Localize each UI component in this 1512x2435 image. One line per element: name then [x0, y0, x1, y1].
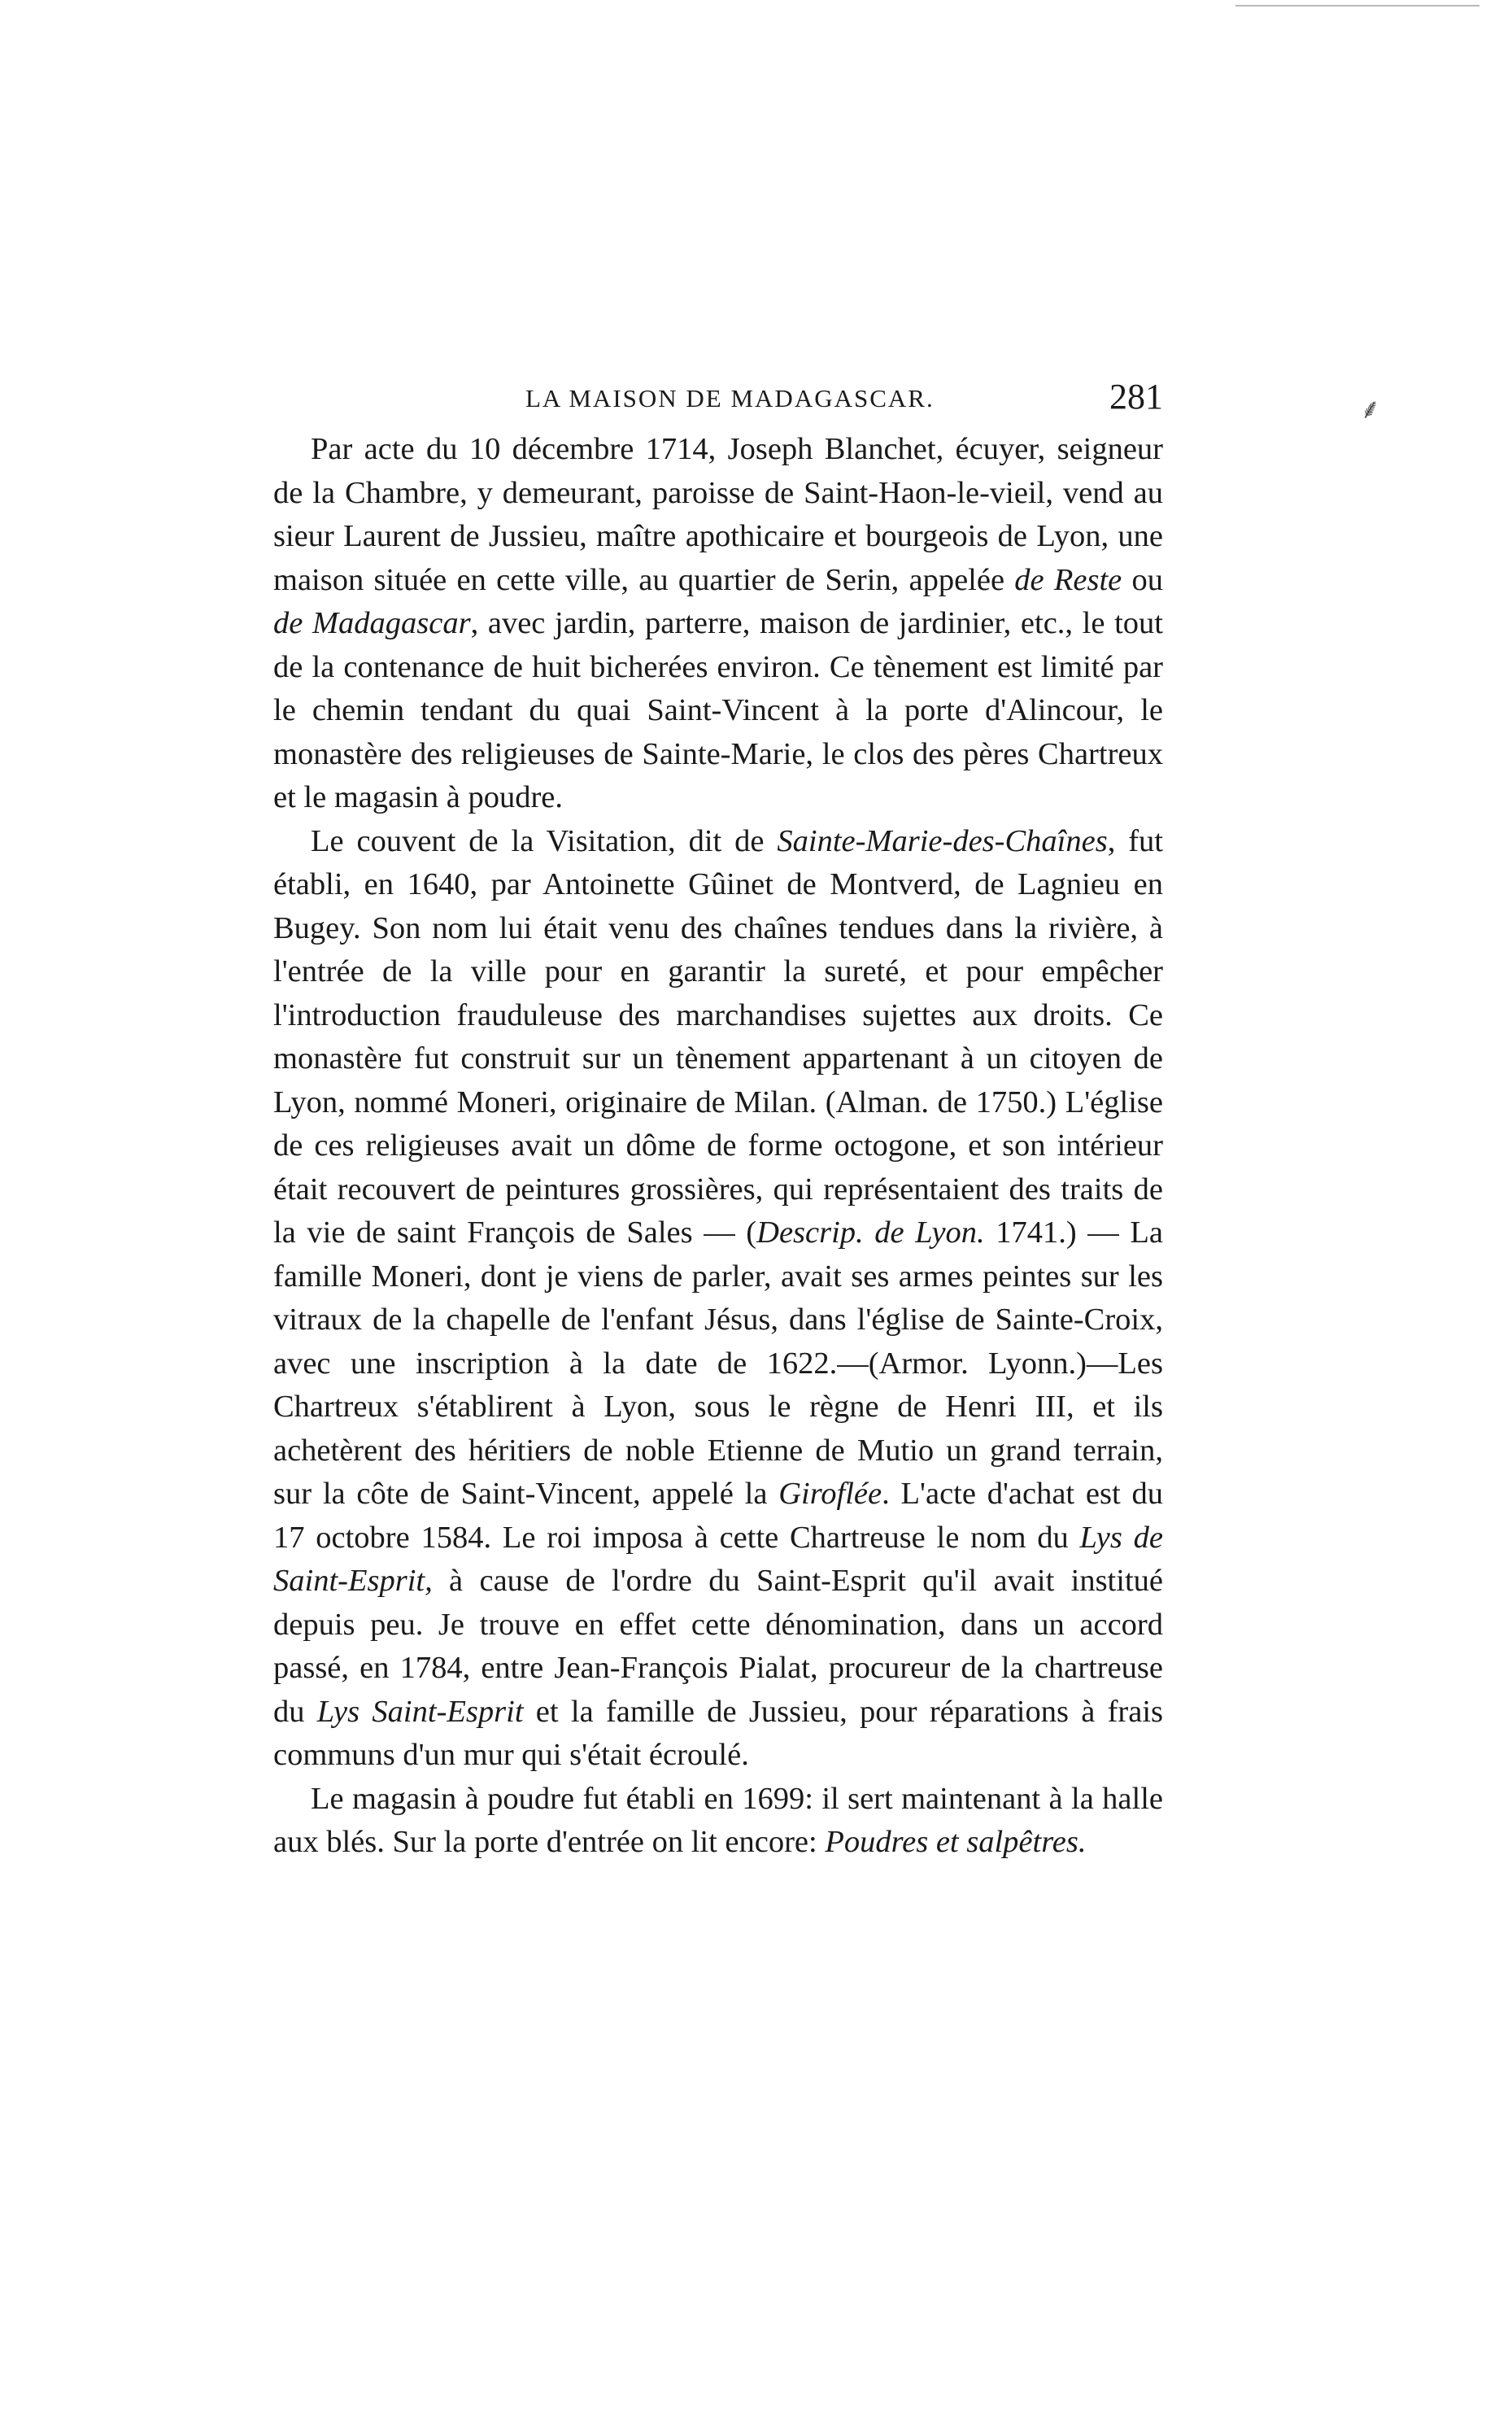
text-segment: ou — [1122, 562, 1163, 597]
text-segment: , fut établi, en 1640, par Antoinette Gûinet de Montverd, de Lagnieu en Bugey. Son nom lui était venu des chaînes tendues dans la rivière, à l'entrée de la ville pour en garantir la sureté, et pour empêcher l'introduction frauduleuse des marchandises sujettes aux droits. Ce monastère fut construit sur un tènement appartenant à un citoyen de Lyon, nommé Moneri, originaire de Milan. (Alman. de 1750.) L'église de ces religieuses avait un dôme de forme octogone, et son intérieur était recouvert de peintures grossières, qui représentaient des traits de la vie de saint François de Sales — ( — [273, 823, 1163, 1250]
text-segment-italic: Poudres et salpêtres. — [825, 1825, 1087, 1859]
paragraph-3 — [273, 1778, 1163, 1865]
paragraph-1 — [273, 428, 1163, 820]
text-segment: à cause de l'ordre du Saint-Esprit qu'il avait institué depuis peu. Je trouve en effet cette dénomination, dans un accord passé, en 1784, entre Jean-François Pialat, procureur de la chartreuse du — [273, 1564, 1163, 1729]
body-text — [273, 428, 1163, 1865]
page-number: 281 — [1109, 377, 1163, 417]
paragraph-2 — [273, 820, 1163, 1778]
running-title: LA MAISON DE MADAGASCAR. — [525, 384, 935, 412]
text-segment: 1741.) — La famille Moneri, dont je viens de parler, avait ses armes peintes sur les vitraux de la chapelle de l'enfant Jésus, dans l'église de Sainte-Croix, avec une inscription à la date de 1622.—(Armor. Lyonn.)—Les Chartreux s'établirent à Lyon, sous le règne de Henri III, et ils achetèrent des héritiers de noble Etienne de Mutio un grand terrain, sur la côte de Saint-Vincent, appelé la — [273, 1215, 1164, 1511]
text-segment-italic: de Madagascar — [273, 606, 471, 640]
text-segment-italic: Lys de Saint-Esprit, — [273, 1520, 1163, 1598]
margin-mark: ⸙ — [1360, 395, 1381, 425]
text-segment-italic: Sainte-Marie-des-Chaînes — [777, 823, 1108, 858]
text-segment-italic: Giroflée — [778, 1477, 882, 1511]
text-segment: Le magasin à poudre fut établi en 1699: il sert maintenant à la halle aux blés. Sur la porte d'entrée on lit encore: — [273, 1781, 1163, 1859]
text-segment: . L'acte d'achat est du 17 octobre 1584. Le roi imposa à cette Chartreuse le nom du — [273, 1477, 1163, 1555]
text-segment-italic: Descrip. de Lyon. — [756, 1215, 985, 1250]
text-segment-italic: de Reste — [1014, 562, 1122, 597]
scan-edge-line — [1235, 5, 1479, 7]
text-segment: Par acte du 10 décembre 1714, Joseph Blanchet, écuyer, seigneur de la Chambre, y demeurant, paroisse de Saint-Haon-le-vieil, vend au sieur Laurent de Jussieu, maître apothicaire et bourgeois de Lyon, une maison située en cette ville, au quartier de Serin, appelée — [273, 432, 1163, 597]
text-segment-italic: Lys Saint-Esprit — [316, 1694, 524, 1729]
page-header — [273, 376, 1163, 425]
text-segment: , avec jardin, parterre, maison de jardinier, etc., le tout de la contenance de huit bicherées environ. Ce tènement est limité par le chemin tendant du quai Saint-Vincent à la porte d'Alincour, le monastère des religieuses de Sainte-Marie, le clos des pères Chartreux et le magasin à poudre. — [273, 606, 1163, 814]
text-segment: Le couvent de la Visitation, dit de — [311, 823, 778, 858]
text-segment: et la famille de Jussieu, pour réparations à frais communs d'un mur qui s'était écroulé. — [273, 1694, 1163, 1772]
